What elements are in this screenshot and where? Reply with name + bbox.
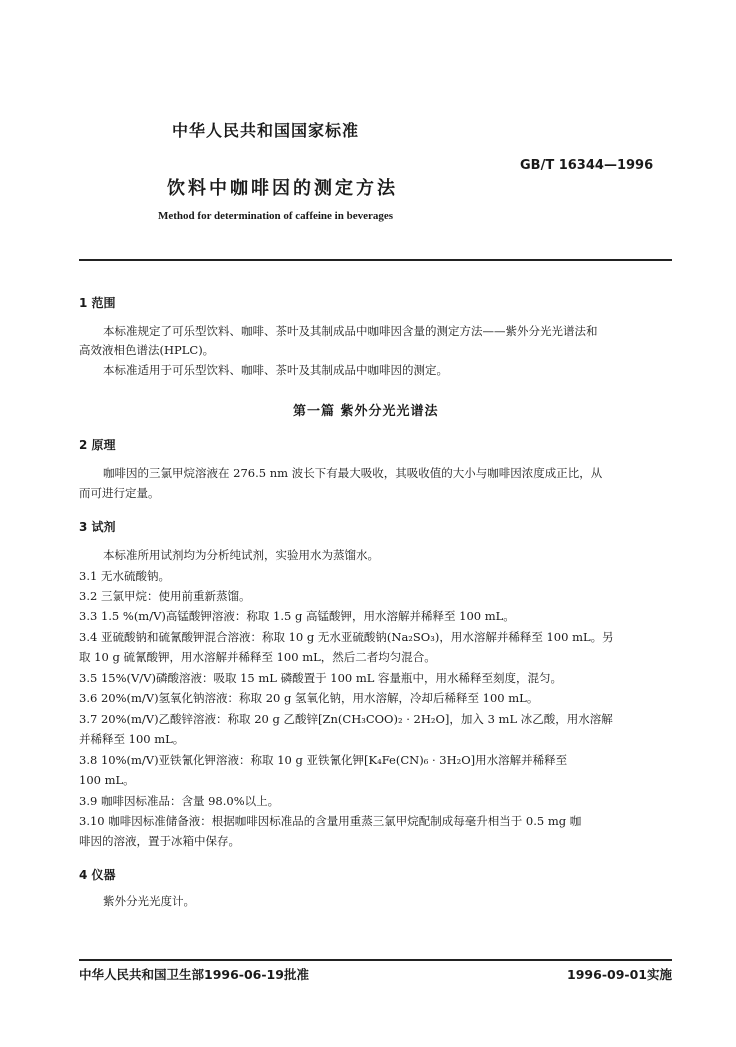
- section-1-heading: 1 范围: [79, 296, 116, 310]
- approval-line: 中华人民共和国卫生部1996-06-19批准: [79, 967, 309, 982]
- reagent-3-2: 3.2 三氯甲烷：使用前重新蒸馏。: [79, 589, 251, 603]
- section-1-para-1-line-1: 本标准规定了可乐型饮料、咖啡、茶叶及其制成品中咖啡因含量的测定方法——紫外分光光谱法和: [103, 324, 598, 338]
- reagent-3-6: 3.6 20%(m/V)氢氧化钠溶液：称取 20 g 氢氧化钠，用水溶解，冷却后稀释至 100 mL。: [79, 691, 539, 705]
- section-3-intro: 本标准所用试剂均为分析纯试剂，实验用水为蒸馏水。: [103, 548, 379, 562]
- reagent-3-4-line-2: 取 10 g 硫氰酸钾，用水溶解并稀释至 100 mL，然后二者均匀混合。: [79, 650, 436, 664]
- reagent-3-3: 3.3 1.5 %(m/V)高锰酸钾溶液：称取 1.5 g 高锰酸钾，用水溶解并稀释至 100 mL。: [79, 609, 515, 623]
- section-1-para-2: 本标准适用于可乐型饮料、咖啡、茶叶及其制成品中咖啡因的测定。: [103, 363, 448, 377]
- reagent-3-8-line-2: 100 mL。: [79, 773, 135, 787]
- implementation-date: 1996-09-01实施: [567, 967, 672, 982]
- bottom-divider: [79, 959, 672, 961]
- document-title: 饮料中咖啡因的测定方法: [167, 178, 398, 199]
- section-3-heading: 3 试剂: [79, 520, 116, 534]
- section-4-heading: 4 仪器: [79, 868, 116, 882]
- standard-body-title: 中华人民共和国国家标准: [172, 121, 360, 140]
- reagent-3-8-line-1: 3.8 10%(m/V)亚铁氰化钾溶液：称取 10 g 亚铁氰化钾[K₄Fe(CN)₆ · 3H₂O]用水溶解并稀释至: [79, 753, 568, 767]
- standard-code: GB/T 16344—1996: [520, 158, 654, 173]
- reagent-3-7-line-1: 3.7 20%(m/V)乙酸锌溶液：称取 20 g 乙酸锌[Zn(CH₃COO)₂ · 2H₂O]，加入 3 mL 冰乙酸，用水溶解: [79, 712, 613, 726]
- reagent-3-4-line-1: 3.4 亚硫酸钠和硫氰酸钾混合溶液：称取 10 g 无水亚硫酸钠(Na₂SO₃)，用水溶解并稀释至 100 mL。另: [79, 630, 614, 644]
- english-title: Method for determination of caffeine in beverages: [158, 210, 394, 222]
- reagent-3-1: 3.1 无水硫酸钠。: [79, 569, 170, 583]
- reagent-3-5: 3.5 15%(V/V)磷酸溶液：吸取 15 mL 磷酸置于 100 mL 容量瓶中，用水稀释至刻度，混匀。: [79, 671, 563, 685]
- top-divider: [79, 259, 672, 261]
- section-2-heading: 2 原理: [79, 438, 116, 452]
- reagent-3-9: 3.9 咖啡因标准品：含量 98.0%以上。: [79, 794, 280, 808]
- part-1-heading: 第一篇 紫外分光光谱法: [293, 404, 439, 419]
- reagent-3-10-line-1: 3.10 咖啡因标准储备液：根据咖啡因标准品的含量用重蒸三氯甲烷配制成每毫升相当于 0.5 mg 咖: [79, 814, 582, 828]
- section-2-line-2: 而可进行定量。: [79, 486, 160, 500]
- section-1-para-1-line-2: 高效液相色谱法(HPLC)。: [79, 343, 215, 357]
- reagent-3-7-line-2: 并稀释至 100 mL。: [79, 732, 185, 746]
- section-4-para: 紫外分光光度计。: [103, 894, 195, 908]
- reagent-3-10-line-2: 啡因的溶液，置于冰箱中保存。: [79, 834, 240, 848]
- section-2-line-1: 咖啡因的三氯甲烷溶液在 276.5 nm 波长下有最大吸收，其吸收值的大小与咖啡因浓度成正比，从: [103, 466, 603, 480]
